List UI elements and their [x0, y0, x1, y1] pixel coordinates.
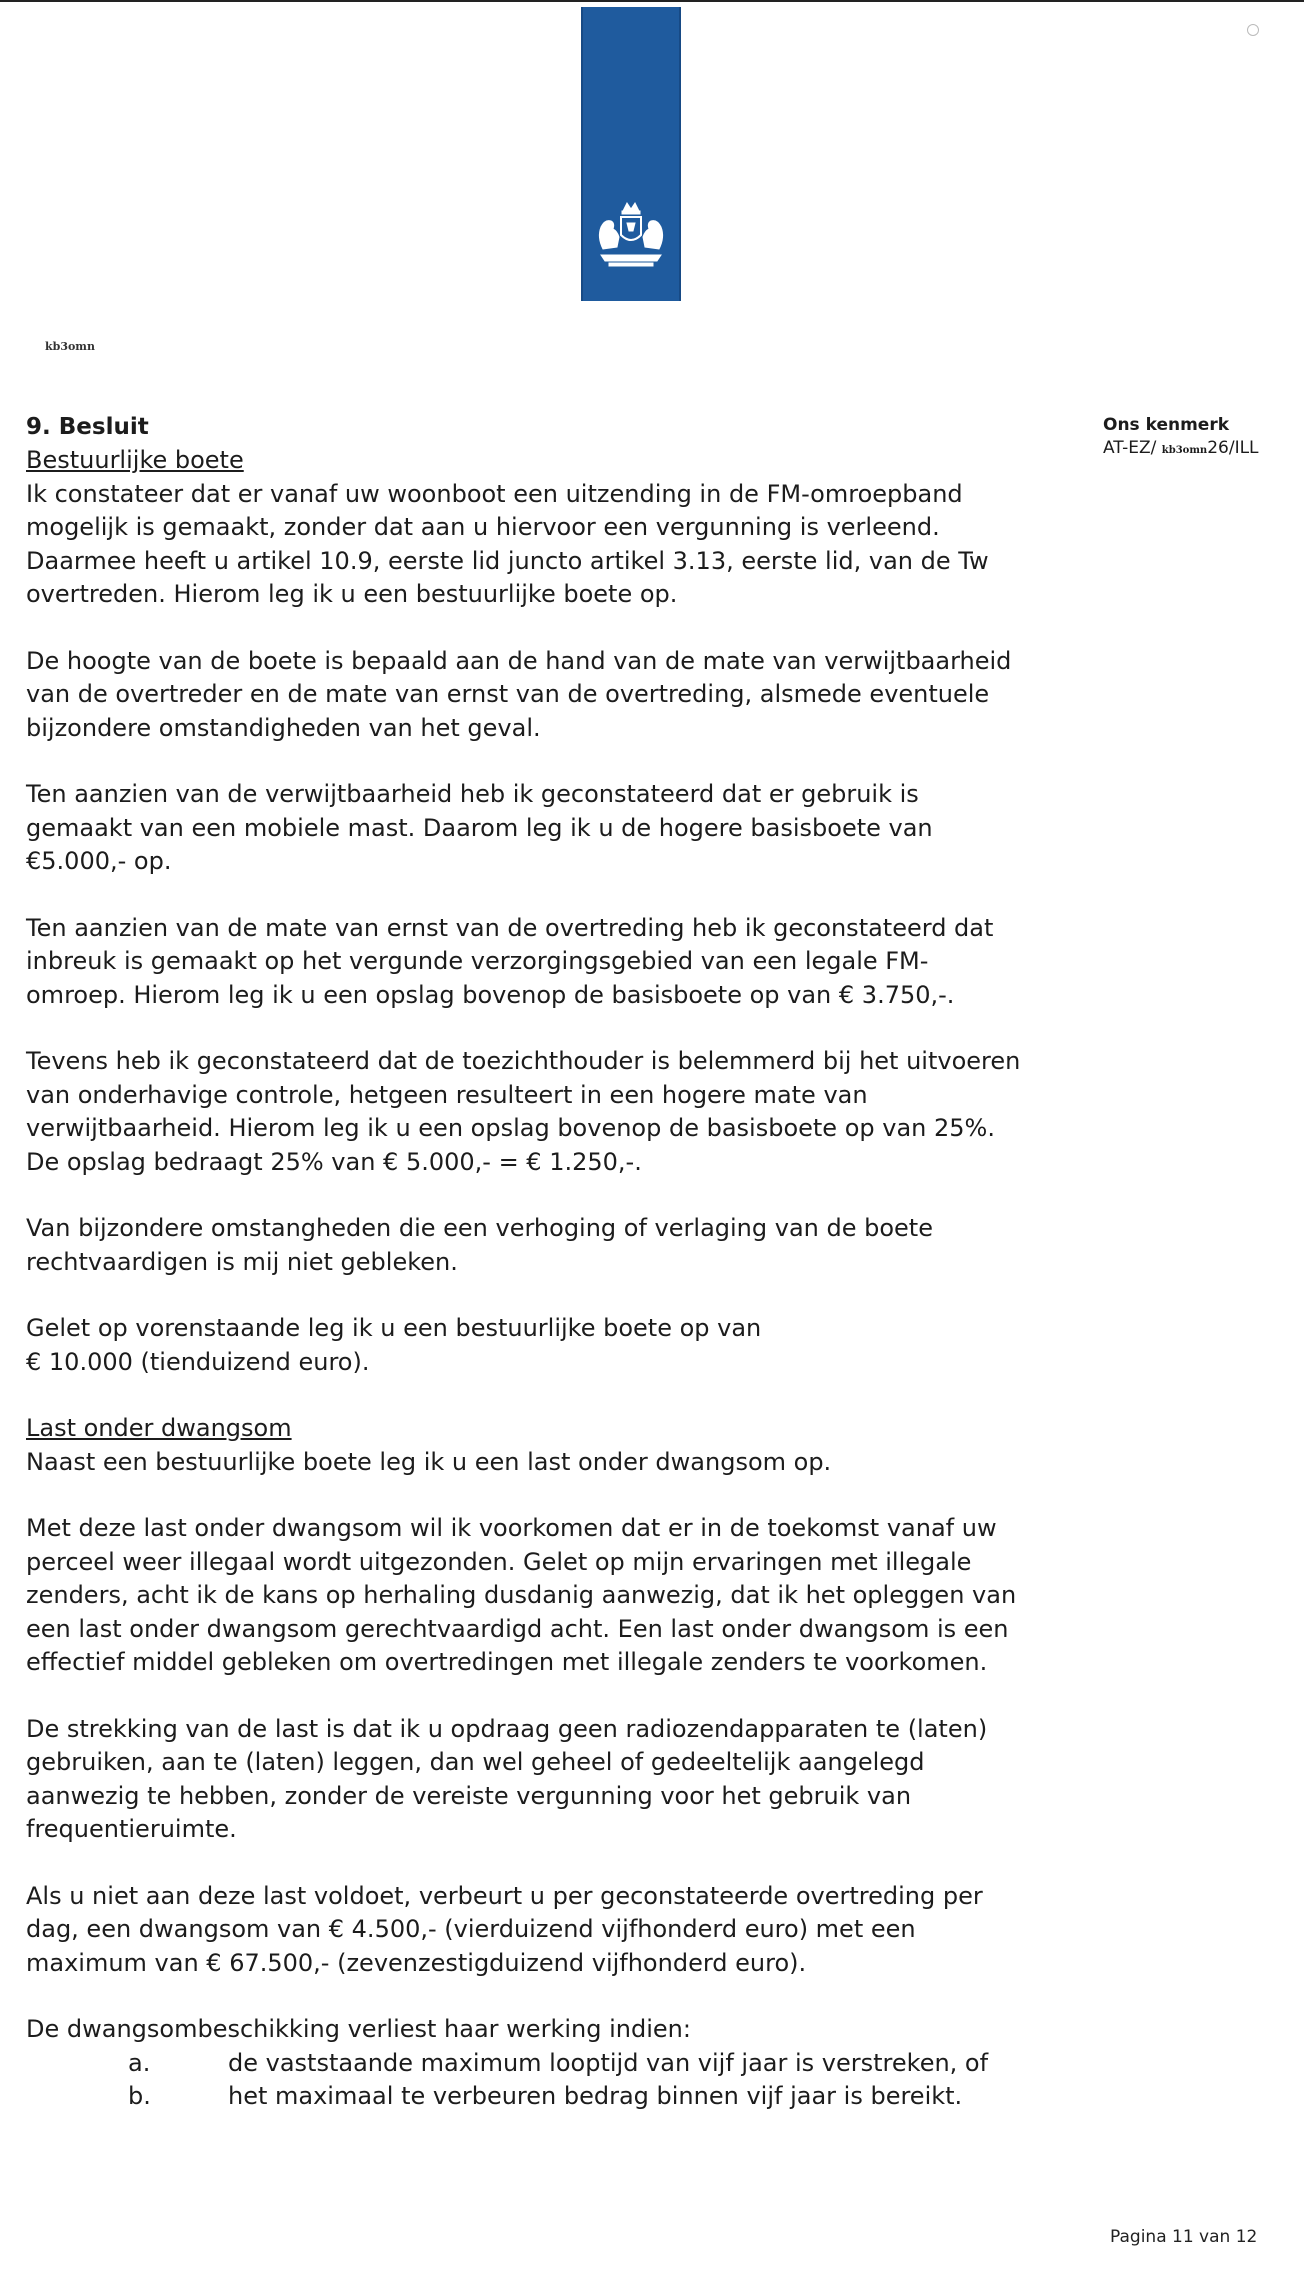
text-line: mogelijk is gemaakt, zonder dat aan u hiervoor een vergunning is verleend.	[26, 513, 940, 541]
text-line: Ik constateer dat er vanaf uw woonboot een uitzending in de FM-omroepband	[26, 479, 963, 508]
top-rule	[0, 0, 1304, 2]
reference-suffix: 26/ILL	[1207, 438, 1259, 458]
text-line: omroep. Hierom leg ik u een opslag bovenop de basisboete op van € 3.750,-.	[26, 980, 955, 1009]
text-line: maximum van € 67.500,- (zevenzestigduizend vijfhonderd euro).	[26, 1948, 807, 1977]
text-line: gebruiken, aan te (laten) leggen, dan wel geheel of gedeeltelijk aangelegd	[26, 1748, 925, 1776]
subheading-dwangsom: Last onder dwangsom	[26, 1414, 292, 1442]
reference-prefix: AT-EZ/	[1103, 438, 1157, 458]
paragraph-12: De dwangsombeschikking verliest haar werking indien:	[26, 2015, 691, 2043]
reference-code: kb3omn	[1161, 445, 1208, 456]
reference-value	[1103, 437, 1259, 462]
subheading-boete: Bestuurlijke boete	[26, 446, 244, 474]
list-text: het maximaal te verbeuren bedrag binnen vijf jaar is bereikt.	[228, 2082, 963, 2110]
text-line: overtreden. Hierom leg ik u een bestuurlijke boete op.	[26, 580, 678, 608]
list-item	[26, 2047, 1086, 2081]
list-item	[26, 2080, 1086, 2114]
header-code: kb3omn	[45, 340, 95, 353]
text-line: een last onder dwangsom gerechtvaardigd acht. Een last onder dwangsom is een	[26, 1614, 1009, 1643]
letter-body	[26, 411, 1086, 2114]
paragraph-4	[26, 912, 1086, 1013]
reference-label: Ons kenmerk	[1103, 415, 1230, 435]
list-marker: a.	[128, 2048, 151, 2077]
text-line: Gelet op vorenstaande leg ik u een bestuurlijke boete op van	[26, 1314, 762, 1342]
reference-block	[1103, 414, 1259, 462]
text-line: Ten aanzien van de verwijtbaarheid heb ik geconstateerd dat er gebruik is	[26, 780, 919, 808]
corner-mark	[1247, 24, 1259, 36]
paragraph-5	[26, 1045, 1086, 1179]
government-logo	[581, 7, 681, 301]
text-line: perceel weer illegaal wordt uitgezonden. Gelet op mijn ervaringen met illegale	[26, 1547, 972, 1576]
paragraph-8	[26, 1446, 1086, 1480]
text-line: €5.000,- op.	[26, 847, 172, 875]
text-line: frequentieruimte.	[26, 1815, 237, 1843]
text-line: Van bijzondere omstangheden die een verhoging of verlaging van de boete	[26, 1214, 933, 1242]
text-line: rechtvaardigen is mij niet gebleken.	[26, 1247, 458, 1276]
paragraph-6	[26, 1212, 1086, 1279]
text-line: van de overtreder en de mate van ernst van de overtreding, alsmede eventuele	[26, 680, 990, 708]
text-line: Naast een bestuurlijke boete leg ik u een last onder dwangsom op.	[26, 1447, 832, 1476]
page-number: Pagina 11 van 12	[1110, 2227, 1258, 2247]
text-line: Als u niet aan deze last voldoet, verbeurt u per geconstateerde overtreding per	[26, 1881, 983, 1910]
text-line: aanwezig te hebben, zonder de vereiste vergunning voor het gebruik van	[26, 1781, 912, 1810]
text-line: verwijtbaarheid. Hierom leg ik u een opslag bovenop de basisboete op van 25%.	[26, 1114, 995, 1142]
text-line: dag, een dwangsom van € 4.500,- (vierduizend vijfhonderd euro) met een	[26, 1915, 916, 1943]
paragraph-7	[26, 1312, 1086, 1379]
paragraph-11	[26, 1880, 1086, 1981]
list-marker: b.	[128, 2082, 151, 2110]
text-line: De strekking van de last is dat ik u opdraag geen radiozendapparaten te (laten)	[26, 1714, 988, 1743]
paragraph-10	[26, 1713, 1086, 1847]
text-line: Daarmee heeft u artikel 10.9, eerste lid juncto artikel 3.13, eerste lid, van de Tw	[26, 546, 989, 575]
text-line: Ten aanzien van de mate van ernst van de overtreding heb ik geconstateerd dat	[26, 913, 994, 942]
text-line: effectief middel gebleken om overtredingen met illegale zenders te voorkomen.	[26, 1648, 988, 1676]
text-line: inbreuk is gemaakt op het vergunde verzorgingsgebied van een legale FM-	[26, 947, 929, 975]
coat-of-arms-icon	[583, 197, 679, 277]
list-text: de vaststaande maximum looptijd van vijf jaar is verstreken, of	[228, 2048, 989, 2077]
text-line: gemaakt van een mobiele mast. Daarom leg ik u de hogere basisboete van	[26, 813, 933, 842]
text-line: zenders, acht ik de kans op herhaling dusdanig aanwezig, dat ik het opleggen van	[26, 1581, 1017, 1609]
conditions-list	[26, 2047, 1086, 2114]
paragraph-1	[26, 478, 1086, 612]
text-line: € 10.000 (tienduizend euro).	[26, 1347, 370, 1376]
paragraph-3	[26, 778, 1086, 879]
text-line: van onderhavige controle, hetgeen resulteert in een hogere mate van	[26, 1080, 868, 1109]
paragraph-2	[26, 645, 1086, 746]
text-line: Met deze last onder dwangsom wil ik voorkomen dat er in de toekomst vanaf uw	[26, 1514, 997, 1542]
text-line: De opslag bedraagt 25% van € 5.000,- = € 1.250,-.	[26, 1147, 642, 1176]
text-line: Tevens heb ik geconstateerd dat de toezichthouder is belemmerd bij het uitvoeren	[26, 1047, 1021, 1075]
text-line: bijzondere omstandigheden van het geval.	[26, 713, 541, 742]
paragraph-9	[26, 1512, 1086, 1680]
text-line: De hoogte van de boete is bepaald aan de hand van de mate van verwijtbaarheid	[26, 646, 1012, 675]
section-title: 9. Besluit	[26, 414, 149, 440]
